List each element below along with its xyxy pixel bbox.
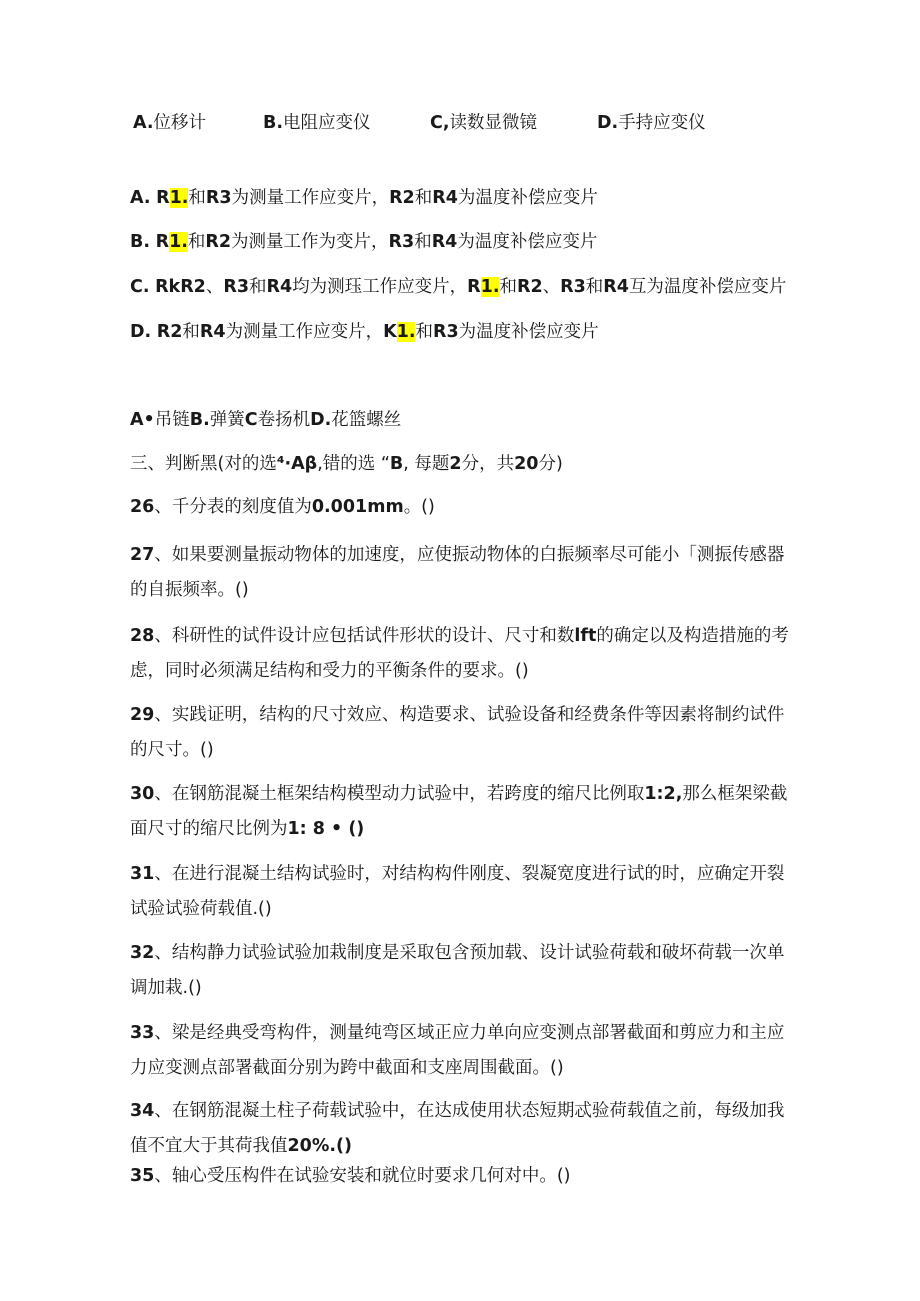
text: 三、判断黑(对的选 bbox=[130, 454, 277, 474]
text: 均为测珏工作应变片， bbox=[292, 277, 468, 297]
question-bold: 0.001mm bbox=[311, 497, 404, 517]
question-text: 、科研性的试件设计应包括试件形状的设计、尺寸和数 bbox=[154, 626, 575, 646]
label: 2 bbox=[449, 454, 462, 474]
question-bold: lft bbox=[574, 626, 597, 646]
option-text: 吊链 bbox=[154, 410, 190, 430]
text: 和 bbox=[499, 277, 517, 297]
strain-option-a bbox=[130, 186, 598, 210]
text: 和 bbox=[187, 232, 206, 252]
question-text: 、在钢筋混凝土框架结构模型动力试验中，若跨度的缩尺比例取 bbox=[154, 784, 645, 804]
question-28 bbox=[130, 619, 795, 689]
question-tail: 的确定以及构造措施的考虑，同时必须满足结构和受力的平衡条件的要求。() bbox=[130, 626, 789, 681]
strain-option-d bbox=[130, 320, 599, 344]
text: 为测量工作应变片， bbox=[231, 188, 390, 208]
label: R2 bbox=[389, 188, 415, 208]
label: RkR2 bbox=[155, 277, 206, 297]
question-34 bbox=[130, 1094, 795, 1164]
option-text: 卷扬机 bbox=[257, 410, 311, 430]
option-text: 电阻应变仪 bbox=[283, 113, 371, 133]
question-text: 、梁是经典受弯构件，测量纯弯区域正应力单向应变测点部署截面和剪应力和主应力应变测点部署截面分别为跨中截面和支座周围截面。() bbox=[130, 1023, 785, 1078]
question-26 bbox=[130, 490, 795, 525]
question-number: 31 bbox=[130, 864, 155, 884]
label: 20 bbox=[514, 454, 539, 474]
text: 、 bbox=[542, 277, 561, 297]
text: 为测量工作为变片， bbox=[231, 232, 389, 252]
label: R2 bbox=[516, 277, 543, 297]
option-letter: C bbox=[244, 410, 258, 430]
option-text: 弹簧 bbox=[209, 410, 245, 430]
question-number: 33 bbox=[130, 1023, 155, 1043]
label: R3 bbox=[388, 232, 415, 252]
highlight: 1. bbox=[480, 277, 500, 297]
question-32 bbox=[130, 936, 795, 1006]
tool-options bbox=[130, 408, 401, 432]
question-text: 、如果要测量振动物体的加速度，应使振动物体的白振频率尽可能小「测振传感器的自振频率。() bbox=[130, 545, 785, 600]
text: 和 bbox=[182, 322, 200, 342]
question-number: 26 bbox=[130, 497, 155, 517]
text: 和 bbox=[188, 188, 206, 208]
question-bold: 20%.() bbox=[287, 1136, 353, 1156]
text: 、 bbox=[205, 277, 224, 297]
option-letter: B. bbox=[189, 410, 210, 430]
highlight: 1. bbox=[396, 322, 416, 342]
option-letter: C, bbox=[430, 113, 450, 133]
label: R4 bbox=[431, 232, 458, 252]
question-text: 、千分表的刻度值为 bbox=[154, 497, 312, 517]
label: R bbox=[155, 232, 170, 252]
option-letter: B. bbox=[130, 232, 150, 252]
option-letter: A• bbox=[130, 410, 155, 430]
question-33 bbox=[130, 1016, 795, 1086]
label: ⁴·Aβ bbox=[276, 454, 318, 474]
question-bold: 1:2, bbox=[644, 784, 683, 804]
question-27 bbox=[130, 538, 795, 608]
label: R4 bbox=[199, 322, 226, 342]
text: ,错的选 “ bbox=[317, 454, 390, 474]
label: K bbox=[383, 322, 397, 342]
question-31 bbox=[130, 857, 795, 927]
question-tail: 那么框架梁截面尺寸的缩尺比例为 bbox=[130, 784, 788, 839]
text: 和 bbox=[414, 188, 433, 208]
label: R2 bbox=[156, 322, 183, 342]
question-number: 32 bbox=[130, 943, 155, 963]
question-text: 、轴心受压构件在试验安装和就位时要求几何对中。() bbox=[154, 1166, 571, 1186]
text: 为温度补偿应变片 bbox=[457, 232, 598, 252]
question-text: 、结构静力试验试验加栽制度是采取包含预加载、设计试验荷载和破坏荷载一次单调加栽.() bbox=[130, 943, 785, 998]
option-text: 位移计 bbox=[153, 113, 207, 133]
question-number: 29 bbox=[130, 705, 155, 725]
question-number: 35 bbox=[130, 1166, 155, 1186]
option-c bbox=[430, 111, 537, 135]
text: 互为温度补偿应变片 bbox=[628, 277, 787, 297]
question-bold: 1: 8 • () bbox=[287, 819, 365, 839]
option-text: 手持应变仪 bbox=[618, 113, 706, 133]
option-d bbox=[597, 111, 706, 135]
text: 分) bbox=[538, 454, 563, 474]
label: R bbox=[156, 188, 170, 208]
question-text: 、在进行混凝土结构试验时，对结构构件刚度、裂凝宽度进行试的时，应确定开裂试验试验荷载值.() bbox=[130, 864, 785, 919]
label: R4 bbox=[603, 277, 629, 297]
strain-option-c bbox=[130, 275, 786, 299]
text: , 每题 bbox=[403, 454, 450, 474]
option-letter: A. bbox=[130, 188, 151, 208]
text: 和 bbox=[249, 277, 267, 297]
text: 分，共 bbox=[461, 454, 515, 474]
option-text: 读数显微镜 bbox=[449, 113, 537, 133]
label: R2 bbox=[205, 232, 232, 252]
question-30 bbox=[130, 777, 795, 847]
text: 和 bbox=[585, 277, 604, 297]
option-b bbox=[263, 111, 371, 135]
question-35 bbox=[130, 1159, 795, 1194]
question-text: 、在钢筋混凝土柱子荷载试验中，在达成使用状态短期忒验荷载值之前，每级加我值不宜大于其荷我值 bbox=[130, 1101, 785, 1156]
label: R3 bbox=[205, 188, 232, 208]
text: 和 bbox=[414, 232, 432, 252]
label: R4 bbox=[432, 188, 458, 208]
label: R4 bbox=[266, 277, 293, 297]
option-letter: A. bbox=[133, 113, 154, 133]
question-text: 、实践证明，结构的尺寸效应、构造要求、试验设备和经费条件等因素将制约试件的尺寸。() bbox=[130, 705, 785, 760]
option-a bbox=[133, 111, 206, 135]
text: 为温度补偿应变片 bbox=[458, 322, 599, 342]
text: 为温度补偿应变片 bbox=[457, 188, 598, 208]
question-number: 27 bbox=[130, 545, 155, 565]
label: R3 bbox=[560, 277, 586, 297]
question-number: 30 bbox=[130, 784, 155, 804]
label: R3 bbox=[432, 322, 459, 342]
section-heading bbox=[130, 452, 563, 476]
strain-option-b bbox=[130, 230, 597, 254]
option-letter: D. bbox=[597, 113, 619, 133]
highlight: 1. bbox=[169, 188, 189, 208]
question-number: 34 bbox=[130, 1101, 155, 1121]
label: R bbox=[467, 277, 481, 297]
question-tail: 。() bbox=[403, 497, 435, 517]
option-letter: D. bbox=[130, 322, 152, 342]
label: B bbox=[389, 454, 404, 474]
text: 为测量工作应变片， bbox=[225, 322, 384, 342]
text: 和 bbox=[415, 322, 433, 342]
option-letter: C. bbox=[130, 277, 150, 297]
question-number: 28 bbox=[130, 626, 155, 646]
option-text: 花篮螺丝 bbox=[331, 410, 402, 430]
question-29 bbox=[130, 698, 795, 768]
option-letter: B. bbox=[263, 113, 283, 133]
option-letter: D. bbox=[310, 410, 332, 430]
label: R3 bbox=[223, 277, 249, 297]
highlight: 1. bbox=[169, 232, 188, 252]
